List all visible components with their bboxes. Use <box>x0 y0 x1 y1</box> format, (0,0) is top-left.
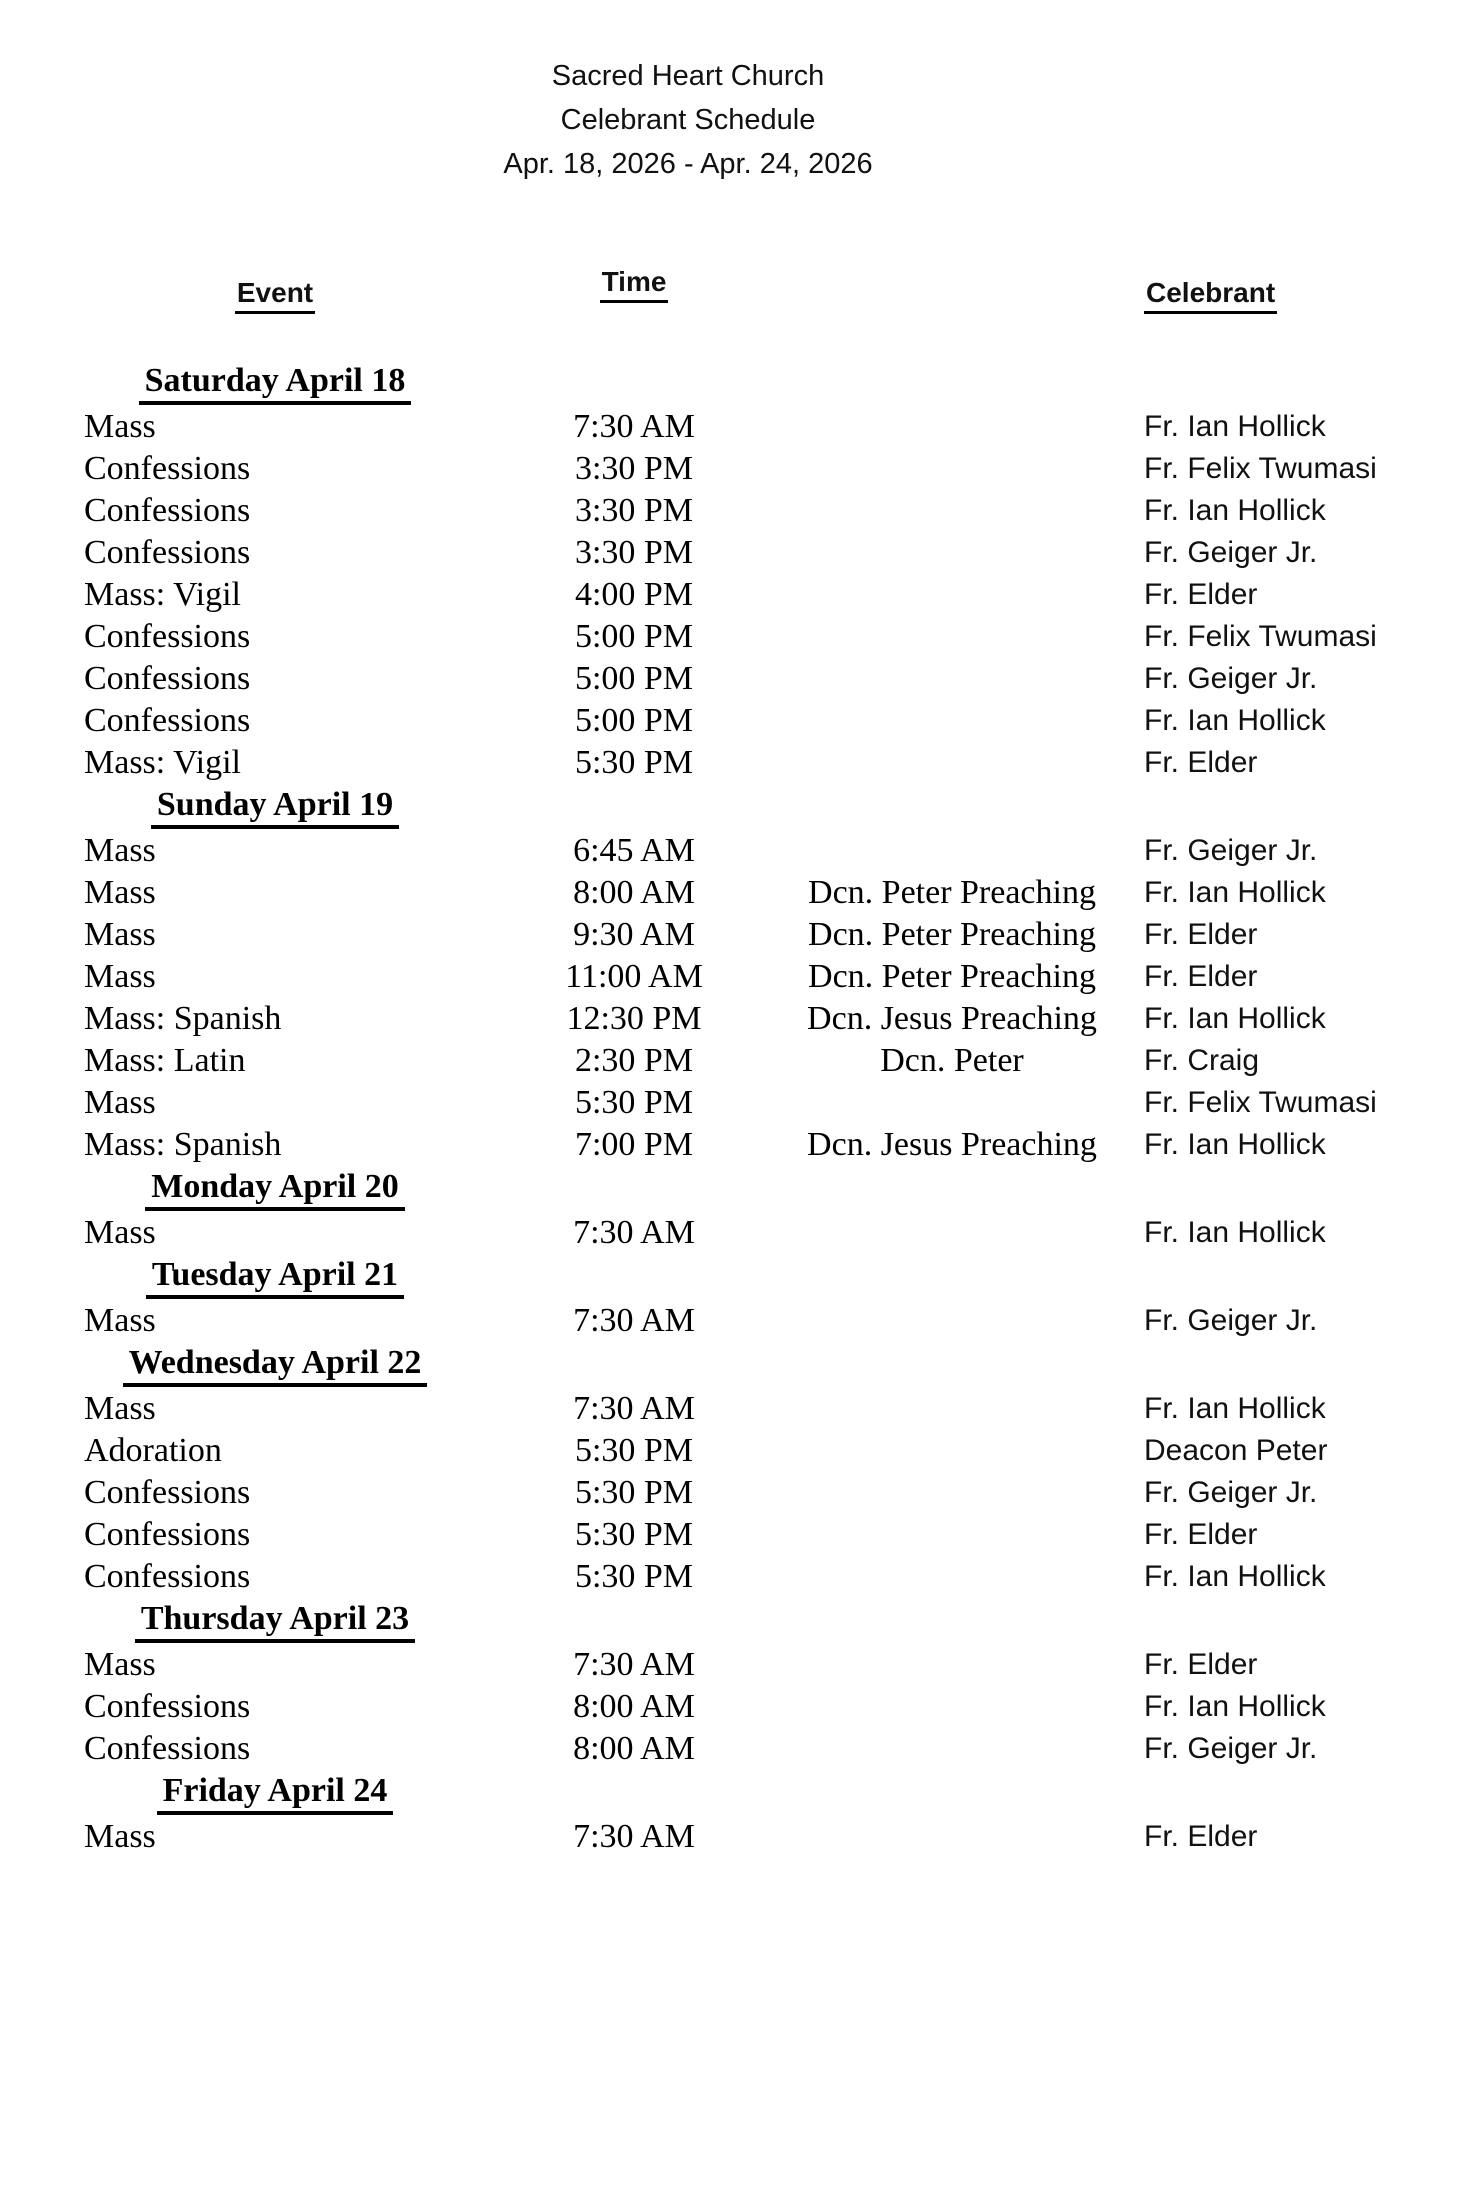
event-cell: Confessions <box>84 1558 251 1595</box>
event-cell: Confessions <box>84 1688 251 1725</box>
day-header-cell <box>84 1256 466 1299</box>
day-header-row <box>0 1342 1467 1388</box>
day-header-cell <box>84 1168 466 1211</box>
schedule-row <box>0 830 1467 872</box>
celebrant-cell: Fr. Geiger Jr. <box>1144 834 1318 867</box>
celebrant-cell: Fr. Felix Twumasi <box>1144 620 1377 653</box>
day-header-cell <box>84 1344 466 1387</box>
schedule-row <box>0 1556 1467 1598</box>
time-cell: 5:00 PM <box>574 660 694 697</box>
celebrant-cell: Fr. Geiger Jr. <box>1144 1304 1318 1337</box>
time-cell: 5:30 PM <box>574 744 694 781</box>
event-cell: Mass <box>84 1302 156 1339</box>
schedule-row <box>0 616 1467 658</box>
day-header-row <box>0 1770 1467 1816</box>
time-cell: 5:30 PM <box>574 1474 694 1511</box>
day-section <box>0 1342 1467 1598</box>
column-header-celebrant: Celebrant <box>1144 277 1277 314</box>
time-cell: 6:45 AM <box>573 832 695 869</box>
celebrant-cell: Fr. Geiger Jr. <box>1144 536 1318 569</box>
document-title: Celebrant Schedule <box>560 104 816 136</box>
time-cell: 7:00 PM <box>574 1126 694 1163</box>
time-cell: 7:30 AM <box>573 1818 695 1855</box>
celebrant-cell: Fr. Ian Hollick <box>1144 1002 1326 1035</box>
day-header-row <box>0 1166 1467 1212</box>
time-cell: 3:30 PM <box>574 492 694 529</box>
event-cell: Mass <box>84 1390 156 1427</box>
celebrant-cell: Fr. Elder <box>1144 960 1258 993</box>
column-header-event: Event <box>235 277 315 314</box>
schedule-row <box>0 406 1467 448</box>
schedule-row <box>0 1300 1467 1342</box>
celebrant-cell: Fr. Elder <box>1144 578 1258 611</box>
schedule-row <box>0 1212 1467 1254</box>
day-section <box>0 1770 1467 1858</box>
event-cell: Mass <box>84 916 156 953</box>
day-header-row <box>0 360 1467 406</box>
time-cell: 2:30 PM <box>574 1042 694 1079</box>
column-header-time: Time <box>600 266 669 303</box>
day-header: Friday April 24 <box>157 1772 394 1815</box>
schedule-row <box>0 1430 1467 1472</box>
day-section <box>0 784 1467 1166</box>
schedule-row <box>0 1644 1467 1686</box>
schedule-row <box>0 658 1467 700</box>
celebrant-cell: Fr. Elder <box>1144 1648 1258 1681</box>
schedule-row <box>0 1816 1467 1858</box>
event-cell: Confessions <box>84 534 251 571</box>
event-cell: Mass <box>84 1646 156 1683</box>
day-header-cell <box>84 1600 466 1643</box>
day-header: Thursday April 23 <box>135 1600 415 1643</box>
time-cell: 3:30 PM <box>574 450 694 487</box>
event-cell: Mass <box>84 1214 156 1251</box>
event-cell: Mass <box>84 1818 156 1855</box>
time-cell: 8:00 AM <box>573 1688 695 1725</box>
event-cell: Mass <box>84 874 156 911</box>
event-cell: Mass <box>84 408 156 445</box>
time-cell: 3:30 PM <box>574 534 694 571</box>
event-cell: Adoration <box>84 1432 222 1469</box>
celebrant-cell: Fr. Felix Twumasi <box>1144 1086 1377 1119</box>
time-cell: 9:30 AM <box>573 916 695 953</box>
note-cell: Dcn. Peter Preaching <box>808 916 1096 953</box>
event-cell: Confessions <box>84 618 251 655</box>
schedule-row <box>0 1514 1467 1556</box>
celebrant-cell: Fr. Geiger Jr. <box>1144 1476 1318 1509</box>
time-cell: 8:00 AM <box>573 874 695 911</box>
time-cell: 7:30 AM <box>573 1302 695 1339</box>
celebrant-cell: Fr. Craig <box>1144 1044 1260 1077</box>
day-header: Wednesday April 22 <box>123 1344 428 1387</box>
day-section <box>0 1166 1467 1254</box>
celebrant-cell: Fr. Felix Twumasi <box>1144 452 1377 485</box>
day-header-cell <box>84 362 466 405</box>
schedule-row <box>0 998 1467 1040</box>
schedule-row <box>0 1388 1467 1430</box>
day-section <box>0 1254 1467 1342</box>
time-cell: 8:00 AM <box>573 1730 695 1767</box>
day-header-row <box>0 784 1467 830</box>
schedule-row <box>0 1082 1467 1124</box>
event-cell: Confessions <box>84 1474 251 1511</box>
event-cell: Confessions <box>84 450 251 487</box>
time-cell: 7:30 AM <box>573 408 695 445</box>
celebrant-cell: Fr. Geiger Jr. <box>1144 662 1318 695</box>
celebrant-cell: Fr. Geiger Jr. <box>1144 1732 1318 1765</box>
time-cell: 5:00 PM <box>574 618 694 655</box>
schedule-row <box>0 700 1467 742</box>
event-cell: Mass: Vigil <box>84 576 241 613</box>
celebrant-cell: Fr. Ian Hollick <box>1144 494 1326 527</box>
time-cell: 4:00 PM <box>574 576 694 613</box>
event-cell: Confessions <box>84 702 251 739</box>
time-cell: 5:30 PM <box>574 1432 694 1469</box>
day-header: Tuesday April 21 <box>146 1256 404 1299</box>
note-cell: Dcn. Peter Preaching <box>808 874 1096 911</box>
celebrant-cell: Fr. Ian Hollick <box>1144 1690 1326 1723</box>
note-cell: Dcn. Jesus Preaching <box>807 1000 1097 1037</box>
time-cell: 5:30 PM <box>574 1084 694 1121</box>
celebrant-cell: Fr. Elder <box>1144 1518 1258 1551</box>
schedule-row <box>0 1728 1467 1770</box>
day-header-cell <box>84 786 466 829</box>
celebrant-cell: Fr. Ian Hollick <box>1144 876 1326 909</box>
schedule-row <box>0 872 1467 914</box>
time-cell: 12:30 PM <box>566 1000 702 1037</box>
day-header-cell <box>84 1772 466 1815</box>
day-section <box>0 360 1467 784</box>
event-cell: Mass: Spanish <box>84 1126 282 1163</box>
schedule-row <box>0 532 1467 574</box>
celebrant-cell: Fr. Elder <box>1144 746 1258 779</box>
schedule-table <box>0 360 1467 1858</box>
day-header-row <box>0 1598 1467 1644</box>
schedule-row <box>0 574 1467 616</box>
schedule-row <box>0 742 1467 784</box>
day-header: Monday April 20 <box>145 1168 404 1211</box>
note-cell: Dcn. Peter <box>880 1042 1024 1079</box>
celebrant-cell: Fr. Ian Hollick <box>1144 410 1326 443</box>
celebrant-cell: Fr. Elder <box>1144 918 1258 951</box>
celebrant-cell: Fr. Elder <box>1144 1820 1258 1853</box>
schedule-row <box>0 1040 1467 1082</box>
celebrant-cell: Fr. Ian Hollick <box>1144 704 1326 737</box>
time-cell: 7:30 AM <box>573 1646 695 1683</box>
time-cell: 5:00 PM <box>574 702 694 739</box>
celebrant-cell: Fr. Ian Hollick <box>1144 1216 1326 1249</box>
day-header: Sunday April 19 <box>151 786 399 829</box>
event-cell: Mass <box>84 958 156 995</box>
event-cell: Mass <box>84 1084 156 1121</box>
day-header-row <box>0 1254 1467 1300</box>
schedule-row <box>0 1124 1467 1166</box>
column-headers <box>0 266 1467 314</box>
date-range: Apr. 18, 2026 - Apr. 24, 2026 <box>503 148 873 180</box>
time-cell: 5:30 PM <box>574 1558 694 1595</box>
time-cell: 5:30 PM <box>574 1516 694 1553</box>
event-cell: Mass: Vigil <box>84 744 241 781</box>
schedule-row <box>0 490 1467 532</box>
time-cell: 7:30 AM <box>573 1214 695 1251</box>
note-cell: Dcn. Jesus Preaching <box>807 1126 1097 1163</box>
celebrant-cell: Fr. Ian Hollick <box>1144 1128 1326 1161</box>
schedule-row <box>0 914 1467 956</box>
time-cell: 7:30 AM <box>573 1390 695 1427</box>
celebrant-cell: Fr. Ian Hollick <box>1144 1392 1326 1425</box>
schedule-row <box>0 956 1467 998</box>
event-cell: Confessions <box>84 492 251 529</box>
celebrant-cell: Deacon Peter <box>1144 1434 1328 1467</box>
schedule-row <box>0 448 1467 490</box>
celebrant-cell: Fr. Ian Hollick <box>1144 1560 1326 1593</box>
event-cell: Mass <box>84 832 156 869</box>
church-name: Sacred Heart Church <box>551 60 825 92</box>
note-cell: Dcn. Peter Preaching <box>808 958 1096 995</box>
schedule-row <box>0 1472 1467 1514</box>
event-cell: Confessions <box>84 1516 251 1553</box>
event-cell: Mass: Latin <box>84 1042 246 1079</box>
event-cell: Mass: Spanish <box>84 1000 282 1037</box>
document-header <box>0 0 1376 186</box>
time-cell: 11:00 AM <box>565 958 703 995</box>
day-section <box>0 1598 1467 1770</box>
schedule-row <box>0 1686 1467 1728</box>
event-cell: Confessions <box>84 660 251 697</box>
day-header: Saturday April 18 <box>139 362 412 405</box>
event-cell: Confessions <box>84 1730 251 1767</box>
